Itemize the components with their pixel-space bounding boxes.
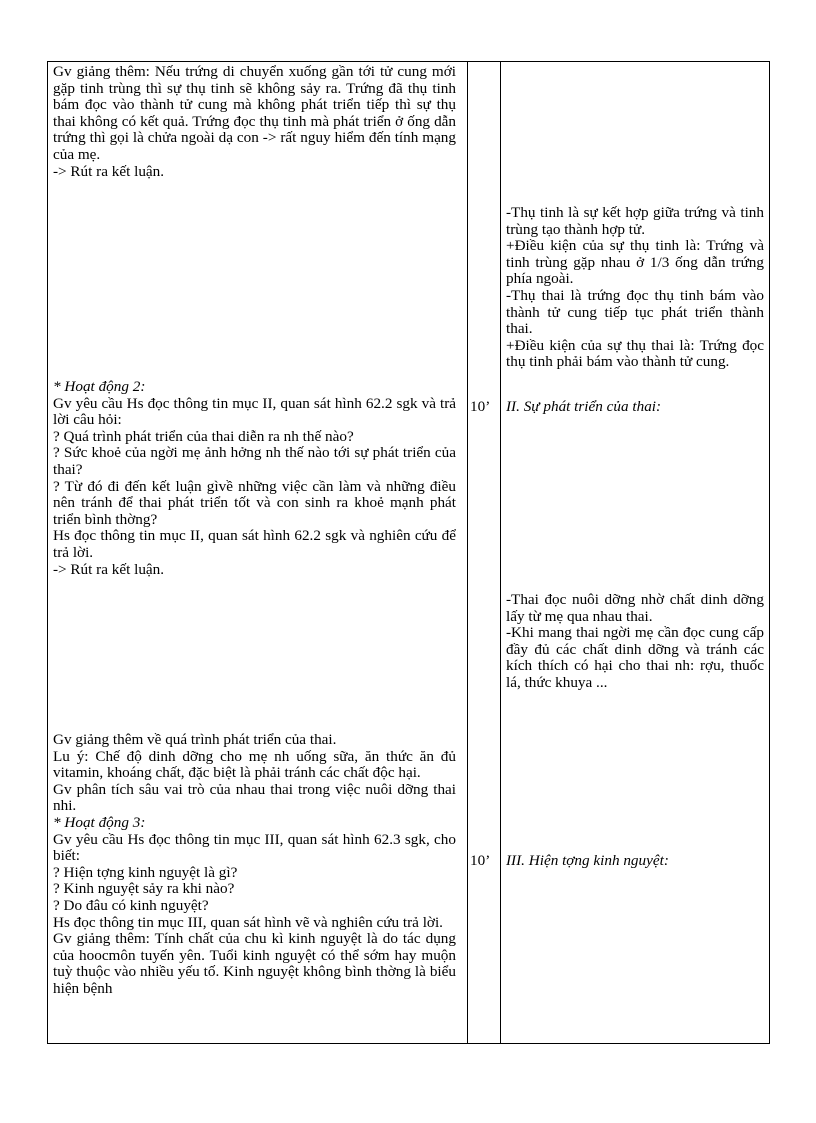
time-activity-2: 10’ <box>470 398 491 415</box>
paragraph: Gv phân tích sâu vai trò của nhau thai trong việc nuôi dỡng thai nhi. <box>53 780 456 815</box>
question: ? Quá trình phát triển của thai diễn ra nh thế nào? <box>53 427 354 445</box>
teacher-note-2 <box>53 732 456 998</box>
conclusion-item: -Khi mang thai ngời mẹ cần đọc cung cấp đầy đủ các chất dinh dỡng và tránh các kích thích có hại cho thai nh: rợu, thuốc lá, thức khuya ... <box>506 624 764 691</box>
question: ? Do đâu có kinh nguyệt? <box>53 896 209 914</box>
question: ? Sức khoẻ của ngời mẹ ảnh hởng nh thế nào tới sự phát triển của thai? <box>53 444 456 478</box>
activity-heading: * Hoạt động 3: <box>53 813 146 831</box>
time-activity-3: 10’ <box>470 852 491 869</box>
conclusion-item: -Thụ tinh là sự kết hợp giữa trứng và tinh trùng tạo thành hợp tử. <box>506 204 764 238</box>
conclusion-item: +Điều kiện của sự thụ thai là: Trứng đọc thụ tinh phải bám vào thành tử cung. <box>506 336 764 371</box>
conclusion-2 <box>506 592 764 692</box>
paragraph: -> Rút ra kết luận. <box>53 560 165 578</box>
paragraph: Hs đọc thông tin mục II, quan sát hình 62.2 sgk và nghiên cứu để trả lời. <box>53 527 456 561</box>
question: ? Từ đó đi đến kết luận gìvề những việc cần làm và những điều nên tránh để thai phát triển tốt và con sinh ra khoẻ mạnh phát triển bình thờng? <box>53 477 456 528</box>
activity-2-block <box>53 379 456 578</box>
question: ? Kinh nguyệt sảy ra khi nào? <box>53 880 235 898</box>
paragraph: Gv yêu cầu Hs đọc thông tin mục II, quan sát hình 62.2 sgk và trả lời câu hỏi: <box>53 394 456 429</box>
column-divider-2 <box>500 62 501 1043</box>
paragraph: Lu ý: Chế độ dinh dỡng cho mẹ nh uống sữa, ăn thức ăn đủ vitamin, khoáng chất, đặc biệt là phải tránh các chất độc hại. <box>53 747 456 782</box>
conclusion-item: -Thụ thai là trứng đọc thụ tinh bám vào thành tử cung tiếp tục phát triển thành thai. <box>506 286 764 338</box>
section-2-title: II. Sự phát triển của thai: <box>506 398 662 415</box>
paragraph: Gv giảng thêm: Nếu trứng di chuyển xuống gần tới tử cung mới gặp tinh trùng thì sự thụ tinh sẽ không sảy ra. Trứng đã thụ tinh bám đọc vào thành tử cung mà không phát triển tiếp thì sự thụ thai không có kết quả. Trứng đọc thụ tinh mà phát triển ở ống dẫn trứng thì gọi là chửa ngoài dạ con -> rất nguy hiểm đến tính mạng của mẹ. <box>53 63 456 163</box>
paragraph: Gv giảng thêm về quá trình phát triển của thai. <box>53 731 337 748</box>
activity-heading: * Hoạt động 2: <box>53 378 146 395</box>
section-3-title: III. Hiện tợng kinh nguyệt: <box>506 852 669 869</box>
question: ? Hiện tợng kinh nguyệt là gì? <box>53 863 238 881</box>
paragraph: Gv giảng thêm: Tính chất của chu kì kinh nguyệt là do tác dụng của hoocmôn tuyến yên. Tuổi kinh nguyệt có thể sớm hay muộn tuỳ thuộc vào nhiều yếu tố. Kinh nguyệt không bình thờng là biểu hiện bệnh <box>53 930 456 997</box>
paragraph: Gv yêu cầu Hs đọc thông tin mục III, quan sát hình 62.3 sgk, cho biết: <box>53 830 456 865</box>
paragraph: Hs đọc thông tin mục III, quan sát hình vẽ và nghiên cứu trả lời. <box>53 913 443 931</box>
conclusion-1 <box>506 205 764 371</box>
conclusion-item: +Điều kiện của sự thụ tinh là: Trứng và tinh trùng gặp nhau ở 1/3 ống dẫn trứng phía ngoài. <box>506 237 764 288</box>
conclusion-item: -Thai đọc nuôi dỡng nhờ chất dinh dỡng lấy từ mẹ qua nhau thai. <box>506 591 764 625</box>
column-divider-1 <box>467 62 468 1043</box>
teacher-note-1 <box>53 64 456 180</box>
paragraph: -> Rút ra kết luận. <box>53 162 165 180</box>
lesson-table <box>47 61 770 1044</box>
